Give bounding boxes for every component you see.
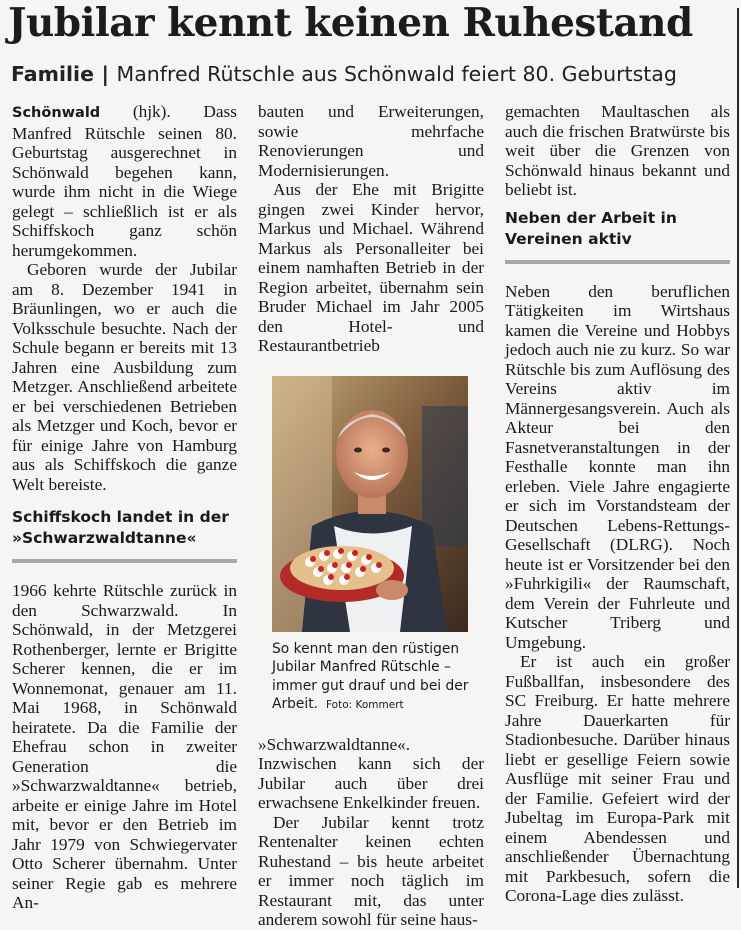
photo-caption-text: So kennt man den rüstigen Jubilar Manfred Rütschle – immer gut drauf und bei der Arbeit.	[272, 640, 469, 712]
paragraph-football: Er ist auch ein großer Fußballfan, insbesondere des SC Freiburg. Er hatte mehrere Jahre Dauerkarten für Stadionbesuche. Darüber hinaus liebt er gesellige Feiern sowie Ausflüge mit seiner Frau und der Familie. Gefeiert wird der Jubeltag im Europa-Park mit einem Abendessen und anschließender Übernachtung mit Parkbesuch, sofern die Corona-Lage dies zulässt.	[505, 652, 730, 905]
paragraph-return-cont: bauten und Erweiterungen, sowie mehrfache Renovierungen und Modernisierungen.	[258, 102, 484, 180]
paragraph-family: Aus der Ehe mit Brigitte gingen zwei Kinder hervor, Markus und Michael. Während Markus als Personalleiter bei einem namhaften Betrieb in der Region arbeitet, übernahm sein Bruder Michael im Jahr 2005 den Hotel- und Restaurantbetrieb	[258, 180, 484, 355]
subheading-rule-2	[505, 260, 730, 264]
column-2	[258, 102, 484, 930]
kicker-separator: |	[101, 62, 110, 86]
photo-caption	[272, 640, 484, 715]
paragraph-no-retirement: Der Jubilar kennt trotz Rentenalter keinen echten Ruhestand – bis heute arbeitet er immer noch täglich im Restaurant mit, das unter anderem sowohl für seine haus-	[258, 812, 484, 929]
subheadline: Manfred Rütschle aus Schönwald feiert 80. Geburtstag	[116, 62, 677, 86]
column-3	[505, 102, 730, 906]
photo	[272, 376, 468, 632]
paragraph-clubs: Neben den beruflichen Tätigkeiten im Wirtshaus kamen die Vereine und Hobbys jedoch auch nie zu kurz. So war Rütschle bis zum Auflösung des Vereins aktiv im Männergesangsverein. Auch als Akteur bei den Fasnetveranstaltungen in der Festhalle konnte man ihn erleben. Viele Jahre engagierte er sich im Vorstandsteam der Deutschen Lebens-Rettungs-Gesellschaft (DLRG). Noch heute ist er Vorsitzender bei den »Fuhrkigili« der Raumschaft, dem Verein der Fuhrleute und Kutscher Triberg und Umgebung.	[505, 281, 730, 652]
dateline: Schönwald	[12, 105, 101, 121]
column-1	[12, 102, 237, 913]
paragraph-no-retirement-cont: gemachten Maultaschen als auch die frischen Bratwürste bis weit über die Grenzen von Schönwald hinaus bekannt und beliebt ist.	[505, 102, 730, 199]
subheading-rule	[12, 559, 237, 563]
photo-credit: Foto: Kommert	[326, 699, 404, 711]
subheadline-line	[11, 62, 677, 86]
paragraph-birth: Geboren wurde der Jubilar am 8. Dezember 1941 in Bräunlingen, wo er auch die Volksschule besuchte. Nach der Schule begann er bereits mit 13 Jahren eine Ausbildung zum Metzger. Anschließend arbeitete er bei verschiedenen Betrieben als Metzger und Koch, bevor er für einige Jahre von Hamburg aus als Schiffskoch die ganze Welt bereiste.	[12, 260, 237, 494]
paragraph-intro	[12, 102, 237, 260]
kicker: Familie	[11, 62, 94, 86]
paragraph-intro-text: (hjk). Dass Manfred Rütschle seinen 80. Geburtstag ausgerechnet in Schönwald begehen kann, wurde ihm nicht in die Wiege gelegt – schließlich ist er als Schiffskoch ganz schön herumgekommen.	[12, 102, 237, 260]
subheading-schiffskoch: Schiffskoch landet in der »Schwarzwaldtanne«	[12, 508, 229, 547]
column-divider	[737, 8, 739, 888]
subheading-vereine: Neben der Arbeit in Vereinen aktiv	[505, 208, 677, 248]
portrait-photo-icon	[272, 376, 468, 632]
paragraph-return: 1966 kehrte Rütschle zurück in den Schwarzwald. In Schönwald, in der Metzgerei Rothenberger, lernte er Brigitte Scherer kennen, die er im Wonnemonat, genauer am 11. Mai 1968, in Schönwald heiratete. Da die Familie der Ehefrau schon in zweiter Generation die »Schwarzwaldtanne« betrieb, arbeite er einige Jahre im Hotel mit, bevor er den Betrieb im Jahr 1979 von Schwiegervater Otto Scherer übernahm. Unter seiner Regie gab es mehrere An-	[12, 581, 237, 912]
headline: Jubilar kennt keinen Ruhestand	[8, 0, 693, 46]
paragraph-grandchildren: »Schwarzwaldtanne«. Inzwischen kann sich der Jubilar auch über drei erwachsene Enkelkinder freuen.	[258, 734, 484, 812]
